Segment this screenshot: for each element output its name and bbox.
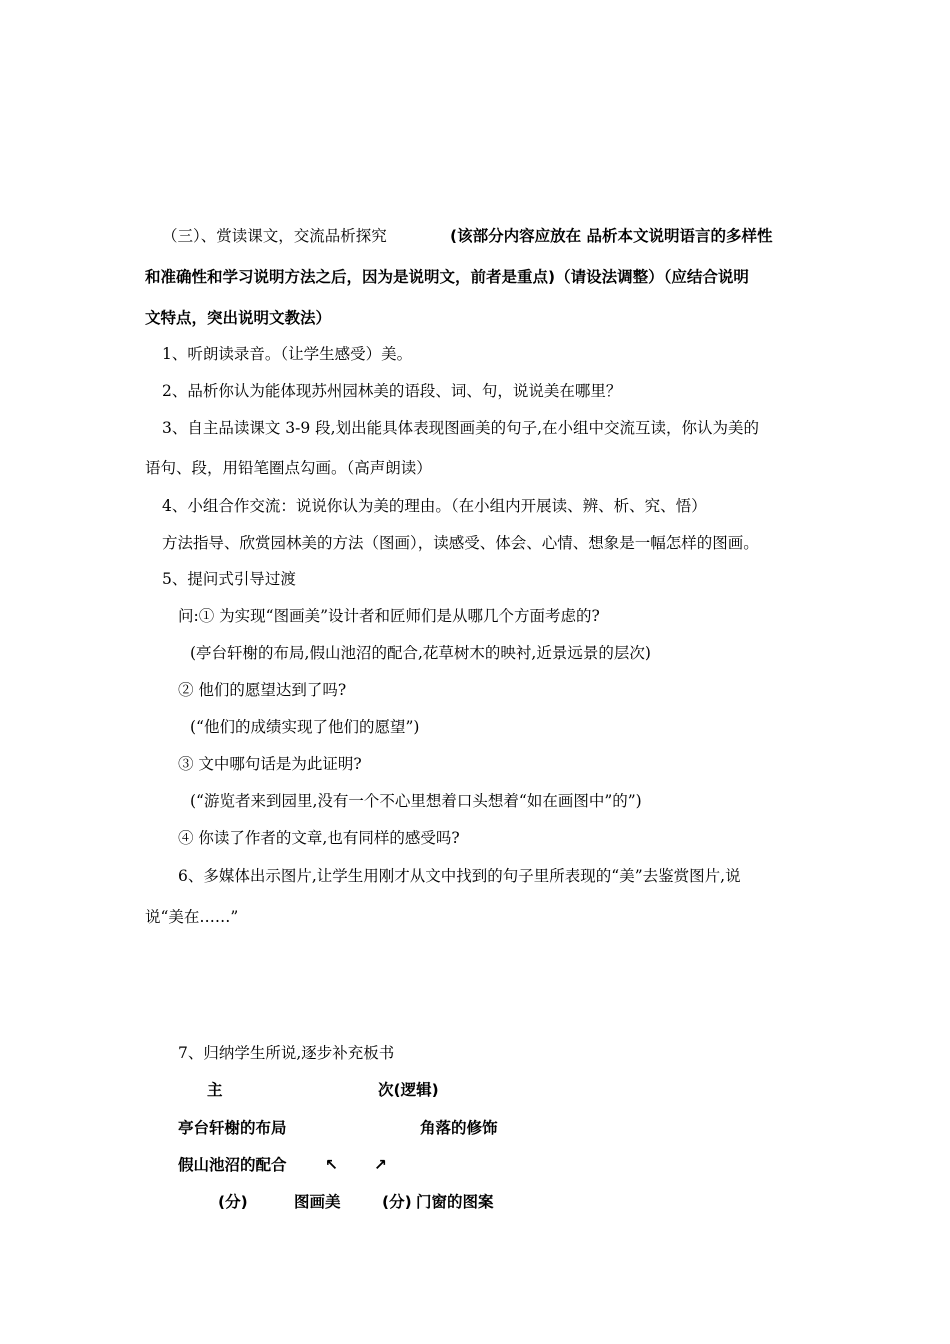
board-fen-right: (分) — [382, 1193, 412, 1211]
editor-note-1: (该部分内容应放在 品析本文说明语言的多样性 — [450, 227, 773, 245]
step-3-line-2: 语句、段，用铅笔圈点勾画。（高声朗读） — [145, 459, 432, 477]
board-right-3: 门窗的图案 — [416, 1193, 494, 1211]
arrow-up-right-icon: ↗ — [374, 1156, 387, 1174]
answer-3: (“游览者来到园里,没有一个不心里想着口头想着“如在画图中”的”) — [190, 792, 642, 810]
board-main: 主 — [207, 1081, 223, 1099]
answer-1: (亭台轩榭的布局,假山池沼的配合,花草树木的映衬,近景远景的层次) — [190, 644, 651, 662]
step-2: 2、品析你认为能体现苏州园林美的语段、词、句，说说美在哪里？ — [162, 382, 622, 400]
arrow-up-left-icon: ↖ — [325, 1156, 338, 1174]
step-4: 4、小组合作交流：说说你认为美的理由。（在小组内开展读、辨、析、究、悟） — [162, 497, 707, 515]
step-6-line-2: 说“美在……” — [145, 908, 239, 926]
question-4: ④ 你读了作者的文章,也有同样的感受吗? — [178, 829, 460, 847]
question-3: ③ 文中哪句话是为此证明? — [178, 755, 362, 773]
step-7: 7、归纳学生所说,逐步补充板书 — [178, 1044, 395, 1062]
step-3-line-1: 3、自主品读课文 3-9 段,划出能具体表现图画美的句子,在小组中交流互读，你认为美的 — [162, 419, 760, 437]
editor-note-3: 文特点，突出说明文教法） — [145, 309, 332, 327]
step-6-line-1: 6、多媒体出示图片,让学生用刚才从文中找到的句子里所表现的“美”去鉴赏图片,说 — [178, 867, 741, 885]
board-secondary: 次(逻辑) — [378, 1081, 439, 1099]
board-right-1: 角落的修饰 — [420, 1119, 498, 1137]
step-5: 5、提问式引导过渡 — [162, 570, 296, 588]
board-left-1: 亭台轩榭的布局 — [178, 1119, 287, 1137]
board-fen-left: (分) — [218, 1193, 248, 1211]
question-2: ② 他们的愿望达到了吗? — [178, 681, 347, 699]
editor-note-2: 和准确性和学习说明方法之后，因为是说明文，前者是重点)（请设法调整）（应结合说明 — [145, 268, 749, 286]
board-left-2: 假山池沼的配合 — [178, 1156, 287, 1174]
answer-2: (“他们的成绩实现了他们的愿望”) — [190, 718, 420, 736]
board-center: 图画美 — [294, 1193, 341, 1211]
section-title: （三）、赏读课文，交流品析探究 — [162, 227, 387, 245]
question-1: 问:① 为实现“图画美”设计者和匠师们是从哪几个方面考虑的? — [178, 607, 600, 625]
method-guidance: 方法指导、欣赏园林美的方法（图画），读感受、体会、心情、想象是一幅怎样的图画。 — [162, 534, 759, 552]
step-1: 1、听朗读录音。（让学生感受）美。 — [162, 345, 413, 363]
